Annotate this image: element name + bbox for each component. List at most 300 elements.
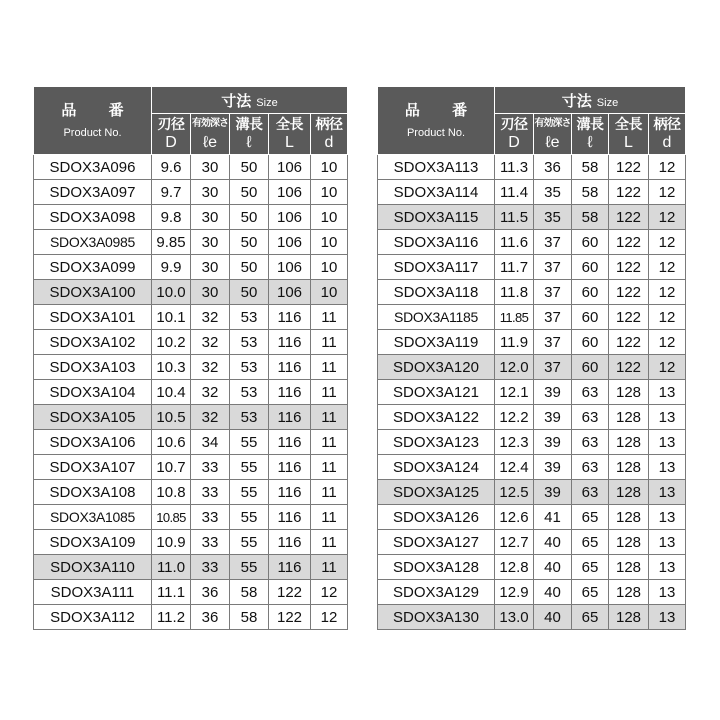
diameter-cell: 9.8 — [152, 205, 191, 230]
overall-length-cell: 116 — [269, 305, 311, 330]
diameter-cell: 11.3 — [495, 155, 534, 180]
effective-depth-cell: 36 — [191, 580, 230, 605]
col-head-jp: 有効深さ — [192, 118, 228, 129]
product-header-jp: 品 番 — [404, 101, 482, 119]
diameter-cell: 10.7 — [152, 455, 191, 480]
table-row — [34, 155, 348, 180]
shank-diameter-cell: 12 — [311, 580, 348, 605]
effective-depth-cell: 33 — [191, 530, 230, 555]
overall-length-cell: 116 — [269, 430, 311, 455]
flute-length-cell: 53 — [230, 405, 269, 430]
effective-depth-cell: 41 — [534, 505, 572, 530]
overall-length-cell: 122 — [609, 255, 649, 280]
shank-diameter-cell: 11 — [311, 480, 348, 505]
product-no-cell: SDOX3A115 — [378, 205, 495, 230]
product-no-cell: SDOX3A109 — [34, 530, 152, 555]
col-head-D — [495, 114, 534, 155]
col-head-le — [191, 114, 230, 155]
overall-length-cell: 122 — [609, 205, 649, 230]
product-no-cell: SDOX3A110 — [34, 555, 152, 580]
overall-length-cell: 128 — [609, 430, 649, 455]
shank-diameter-cell: 11 — [311, 430, 348, 455]
spec-table-body — [378, 155, 686, 630]
flute-length-cell: 60 — [572, 305, 609, 330]
effective-depth-cell: 37 — [534, 230, 572, 255]
shank-diameter-cell: 10 — [311, 180, 348, 205]
product-no-cell: SDOX3A104 — [34, 380, 152, 405]
table-row — [378, 530, 686, 555]
table-row — [34, 205, 348, 230]
product-no-cell: SDOX3A120 — [378, 355, 495, 380]
table-row — [378, 280, 686, 305]
shank-diameter-cell: 13 — [649, 430, 686, 455]
overall-length-cell: 116 — [269, 480, 311, 505]
effective-depth-cell: 30 — [191, 255, 230, 280]
flute-length-cell: 58 — [572, 180, 609, 205]
table-row — [378, 405, 686, 430]
table-row — [34, 555, 348, 580]
effective-depth-cell: 36 — [191, 605, 230, 630]
product-no-cell: SDOX3A121 — [378, 380, 495, 405]
overall-length-cell: 128 — [609, 555, 649, 580]
table-row — [378, 230, 686, 255]
product-no-cell: SDOX3A0985 — [34, 230, 152, 255]
diameter-cell: 11.85 — [495, 305, 534, 330]
table-row — [34, 530, 348, 555]
diameter-cell: 10.6 — [152, 430, 191, 455]
effective-depth-cell: 34 — [191, 430, 230, 455]
shank-diameter-cell: 10 — [311, 155, 348, 180]
col-head-sym: D — [508, 134, 520, 151]
table-row — [378, 455, 686, 480]
table-row — [34, 405, 348, 430]
diameter-cell: 11.9 — [495, 330, 534, 355]
overall-length-cell: 122 — [269, 580, 311, 605]
flute-length-cell: 65 — [572, 530, 609, 555]
effective-depth-cell: 32 — [191, 305, 230, 330]
flute-length-cell: 63 — [572, 455, 609, 480]
flute-length-cell: 53 — [230, 380, 269, 405]
product-no-cell: SDOX3A117 — [378, 255, 495, 280]
table-row — [34, 180, 348, 205]
effective-depth-cell: 30 — [191, 230, 230, 255]
effective-depth-cell: 37 — [534, 280, 572, 305]
col-head-jp: 有効深さ — [534, 118, 571, 129]
shank-diameter-cell: 12 — [649, 205, 686, 230]
col-head-jp: 溝長 — [576, 116, 604, 132]
flute-length-cell: 60 — [572, 280, 609, 305]
flute-length-cell: 58 — [572, 155, 609, 180]
overall-length-cell: 128 — [609, 530, 649, 555]
overall-length-cell: 122 — [609, 280, 649, 305]
effective-depth-cell: 39 — [534, 380, 572, 405]
effective-depth-cell: 32 — [191, 355, 230, 380]
flute-length-cell: 63 — [572, 405, 609, 430]
diameter-cell: 10.0 — [152, 280, 191, 305]
flute-length-cell: 58 — [572, 205, 609, 230]
effective-depth-cell: 32 — [191, 405, 230, 430]
overall-length-cell: 122 — [609, 230, 649, 255]
overall-length-cell: 116 — [269, 380, 311, 405]
product-no-cell: SDOX3A113 — [378, 155, 495, 180]
shank-diameter-cell: 11 — [311, 405, 348, 430]
table-row — [378, 580, 686, 605]
shank-diameter-cell: 11 — [311, 505, 348, 530]
effective-depth-cell: 30 — [191, 180, 230, 205]
diameter-cell: 12.9 — [495, 580, 534, 605]
shank-diameter-cell: 13 — [649, 380, 686, 405]
product-no-cell: SDOX3A111 — [34, 580, 152, 605]
diameter-cell: 12.7 — [495, 530, 534, 555]
shank-diameter-cell: 13 — [649, 405, 686, 430]
flute-length-cell: 58 — [230, 580, 269, 605]
flute-length-cell: 60 — [572, 355, 609, 380]
product-no-cell: SDOX3A122 — [378, 405, 495, 430]
flute-length-cell: 63 — [572, 480, 609, 505]
effective-depth-cell: 39 — [534, 480, 572, 505]
product-no-cell: SDOX3A101 — [34, 305, 152, 330]
col-head-sym: ℓ — [587, 134, 593, 151]
shank-diameter-cell: 13 — [649, 605, 686, 630]
product-no-cell: SDOX3A118 — [378, 280, 495, 305]
flute-length-cell: 60 — [572, 230, 609, 255]
diameter-cell: 10.8 — [152, 480, 191, 505]
product-no-cell: SDOX3A105 — [34, 405, 152, 430]
effective-depth-cell: 30 — [191, 280, 230, 305]
effective-depth-cell: 33 — [191, 455, 230, 480]
effective-depth-cell: 37 — [534, 330, 572, 355]
shank-diameter-cell: 11 — [311, 355, 348, 380]
size-header — [495, 87, 686, 114]
diameter-cell: 13.0 — [495, 605, 534, 630]
diameter-cell: 11.4 — [495, 180, 534, 205]
overall-length-cell: 122 — [269, 605, 311, 630]
col-head-le — [534, 114, 572, 155]
spec-table-right — [377, 86, 686, 630]
table-row — [378, 355, 686, 380]
table-row — [34, 230, 348, 255]
table-row — [378, 505, 686, 530]
col-head-sym: L — [624, 134, 633, 151]
shank-diameter-cell: 12 — [649, 355, 686, 380]
table-row — [34, 355, 348, 380]
diameter-cell: 9.9 — [152, 255, 191, 280]
table-row — [378, 480, 686, 505]
col-head-D — [152, 114, 191, 155]
effective-depth-cell: 40 — [534, 580, 572, 605]
overall-length-cell: 116 — [269, 555, 311, 580]
shank-diameter-cell: 10 — [311, 255, 348, 280]
effective-depth-cell: 37 — [534, 255, 572, 280]
table-row — [34, 380, 348, 405]
overall-length-cell: 116 — [269, 405, 311, 430]
overall-length-cell: 128 — [609, 405, 649, 430]
effective-depth-cell: 37 — [534, 305, 572, 330]
size-header-jp: 寸法 — [561, 92, 592, 110]
diameter-cell: 12.3 — [495, 430, 534, 455]
overall-length-cell: 128 — [609, 380, 649, 405]
product-no-cell: SDOX3A116 — [378, 230, 495, 255]
col-head-d — [649, 114, 686, 155]
overall-length-cell: 106 — [269, 255, 311, 280]
shank-diameter-cell: 13 — [649, 530, 686, 555]
effective-depth-cell: 30 — [191, 155, 230, 180]
table-row — [378, 330, 686, 355]
table-row — [378, 605, 686, 630]
overall-length-cell: 122 — [609, 355, 649, 380]
flute-length-cell: 65 — [572, 605, 609, 630]
product-no-cell: SDOX3A124 — [378, 455, 495, 480]
overall-length-cell: 128 — [609, 455, 649, 480]
table-row — [34, 430, 348, 455]
col-head-jp: 柄径 — [315, 116, 343, 132]
flute-length-cell: 58 — [230, 605, 269, 630]
shank-diameter-cell: 12 — [311, 605, 348, 630]
effective-depth-cell: 35 — [534, 180, 572, 205]
effective-depth-cell: 36 — [534, 155, 572, 180]
overall-length-cell: 116 — [269, 455, 311, 480]
diameter-cell: 10.1 — [152, 305, 191, 330]
shank-diameter-cell: 12 — [649, 330, 686, 355]
diameter-cell: 12.8 — [495, 555, 534, 580]
table-row — [378, 555, 686, 580]
product-no-cell: SDOX3A1085 — [34, 505, 152, 530]
flute-length-cell: 55 — [230, 430, 269, 455]
diameter-cell: 12.6 — [495, 505, 534, 530]
flute-length-cell: 50 — [230, 230, 269, 255]
diameter-cell: 11.2 — [152, 605, 191, 630]
overall-length-cell: 106 — [269, 230, 311, 255]
overall-length-cell: 106 — [269, 155, 311, 180]
product-no-cell: SDOX3A126 — [378, 505, 495, 530]
diameter-cell: 9.85 — [152, 230, 191, 255]
diameter-cell: 11.8 — [495, 280, 534, 305]
product-no-cell: SDOX3A106 — [34, 430, 152, 455]
flute-length-cell: 60 — [572, 330, 609, 355]
product-no-cell: SDOX3A114 — [378, 180, 495, 205]
col-head-sym: ℓe — [545, 134, 560, 151]
overall-length-cell: 122 — [609, 330, 649, 355]
flute-length-cell: 55 — [230, 555, 269, 580]
product-no-cell: SDOX3A128 — [378, 555, 495, 580]
flute-length-cell: 50 — [230, 155, 269, 180]
product-no-cell: SDOX3A107 — [34, 455, 152, 480]
diameter-cell: 10.2 — [152, 330, 191, 355]
overall-length-cell: 128 — [609, 505, 649, 530]
overall-length-cell: 122 — [609, 180, 649, 205]
diameter-cell: 11.0 — [152, 555, 191, 580]
col-head-l — [230, 114, 269, 155]
product-no-cell: SDOX3A100 — [34, 280, 152, 305]
product-no-header — [34, 87, 152, 155]
product-no-cell: SDOX3A099 — [34, 255, 152, 280]
product-no-header — [378, 87, 495, 155]
diameter-cell: 10.9 — [152, 530, 191, 555]
col-head-l — [572, 114, 609, 155]
shank-diameter-cell: 11 — [311, 305, 348, 330]
diameter-cell: 12.0 — [495, 355, 534, 380]
shank-diameter-cell: 12 — [649, 280, 686, 305]
effective-depth-cell: 39 — [534, 455, 572, 480]
shank-diameter-cell: 10 — [311, 230, 348, 255]
diameter-cell: 10.3 — [152, 355, 191, 380]
flute-length-cell: 63 — [572, 380, 609, 405]
flute-length-cell: 53 — [230, 355, 269, 380]
diameter-cell: 11.1 — [152, 580, 191, 605]
table-row — [378, 205, 686, 230]
flute-length-cell: 55 — [230, 455, 269, 480]
table-row — [378, 180, 686, 205]
overall-length-cell: 116 — [269, 330, 311, 355]
diameter-cell: 12.5 — [495, 480, 534, 505]
flute-length-cell: 65 — [572, 555, 609, 580]
product-header-jp: 品 番 — [61, 101, 138, 119]
shank-diameter-cell: 12 — [649, 305, 686, 330]
diameter-cell: 12.2 — [495, 405, 534, 430]
product-no-cell: SDOX3A125 — [378, 480, 495, 505]
flute-length-cell: 65 — [572, 580, 609, 605]
diameter-cell: 10.85 — [152, 505, 191, 530]
product-no-cell: SDOX3A096 — [34, 155, 152, 180]
diameter-cell: 10.5 — [152, 405, 191, 430]
shank-diameter-cell: 13 — [649, 580, 686, 605]
flute-length-cell: 55 — [230, 505, 269, 530]
overall-length-cell: 106 — [269, 205, 311, 230]
table-row — [34, 605, 348, 630]
product-no-cell: SDOX3A102 — [34, 330, 152, 355]
col-head-sym: D — [165, 134, 177, 151]
table-row — [378, 155, 686, 180]
col-head-d — [311, 114, 348, 155]
flute-length-cell: 53 — [230, 305, 269, 330]
product-no-cell: SDOX3A1185 — [378, 305, 495, 330]
effective-depth-cell: 33 — [191, 480, 230, 505]
flute-length-cell: 55 — [230, 480, 269, 505]
diameter-cell: 11.6 — [495, 230, 534, 255]
effective-depth-cell: 40 — [534, 530, 572, 555]
col-head-sym: d — [662, 134, 672, 151]
effective-depth-cell: 40 — [534, 555, 572, 580]
flute-length-cell: 50 — [230, 180, 269, 205]
flute-length-cell: 50 — [230, 205, 269, 230]
col-head-sym: ℓ — [246, 134, 252, 151]
size-header-en: Size — [256, 96, 278, 109]
overall-length-cell: 122 — [609, 155, 649, 180]
effective-depth-cell: 37 — [534, 355, 572, 380]
col-head-L — [269, 114, 311, 155]
product-no-cell: SDOX3A130 — [378, 605, 495, 630]
effective-depth-cell: 39 — [534, 430, 572, 455]
flute-length-cell: 50 — [230, 255, 269, 280]
overall-length-cell: 128 — [609, 580, 649, 605]
shank-diameter-cell: 11 — [311, 380, 348, 405]
diameter-cell: 11.5 — [495, 205, 534, 230]
effective-depth-cell: 39 — [534, 405, 572, 430]
shank-diameter-cell: 11 — [311, 330, 348, 355]
size-header — [152, 87, 348, 114]
overall-length-cell: 122 — [609, 305, 649, 330]
flute-length-cell: 50 — [230, 280, 269, 305]
overall-length-cell: 116 — [269, 355, 311, 380]
product-header-en: Product No. — [406, 126, 466, 139]
effective-depth-cell: 32 — [191, 330, 230, 355]
effective-depth-cell: 33 — [191, 505, 230, 530]
flute-length-cell: 60 — [572, 255, 609, 280]
table-row — [34, 580, 348, 605]
shank-diameter-cell: 13 — [649, 455, 686, 480]
col-head-jp: 全長 — [276, 116, 303, 132]
flute-length-cell: 65 — [572, 505, 609, 530]
product-no-cell: SDOX3A129 — [378, 580, 495, 605]
diameter-cell: 11.7 — [495, 255, 534, 280]
shank-diameter-cell: 12 — [649, 255, 686, 280]
table-row — [34, 455, 348, 480]
table-row — [34, 505, 348, 530]
diameter-cell: 12.1 — [495, 380, 534, 405]
diameter-cell: 9.7 — [152, 180, 191, 205]
shank-diameter-cell: 10 — [311, 205, 348, 230]
overall-length-cell: 128 — [609, 605, 649, 630]
table-row — [34, 305, 348, 330]
product-no-cell: SDOX3A108 — [34, 480, 152, 505]
table-row — [378, 255, 686, 280]
shank-diameter-cell: 13 — [649, 555, 686, 580]
shank-diameter-cell: 10 — [311, 280, 348, 305]
diameter-cell: 10.4 — [152, 380, 191, 405]
flute-length-cell: 53 — [230, 330, 269, 355]
size-header-en: Size — [596, 96, 619, 109]
table-row — [34, 280, 348, 305]
col-head-jp: 柄径 — [653, 116, 681, 132]
col-head-L — [609, 114, 649, 155]
size-header-jp: 寸法 — [221, 92, 252, 110]
col-head-sym: L — [285, 134, 294, 151]
shank-diameter-cell: 11 — [311, 455, 348, 480]
shank-diameter-cell: 11 — [311, 530, 348, 555]
shank-diameter-cell: 11 — [311, 555, 348, 580]
table-row — [378, 430, 686, 455]
effective-depth-cell: 32 — [191, 380, 230, 405]
col-head-jp: 刃径 — [157, 116, 185, 132]
overall-length-cell: 116 — [269, 530, 311, 555]
shank-diameter-cell: 13 — [649, 480, 686, 505]
flute-length-cell: 63 — [572, 430, 609, 455]
product-no-cell: SDOX3A119 — [378, 330, 495, 355]
table-row — [378, 380, 686, 405]
overall-length-cell: 106 — [269, 180, 311, 205]
col-head-sym: d — [324, 134, 334, 151]
table-row — [34, 255, 348, 280]
product-no-cell: SDOX3A127 — [378, 530, 495, 555]
effective-depth-cell: 40 — [534, 605, 572, 630]
effective-depth-cell: 35 — [534, 205, 572, 230]
shank-diameter-cell: 12 — [649, 230, 686, 255]
diameter-cell: 12.4 — [495, 455, 534, 480]
effective-depth-cell: 30 — [191, 205, 230, 230]
col-head-jp: 全長 — [615, 116, 642, 132]
overall-length-cell: 106 — [269, 280, 311, 305]
table-row — [34, 330, 348, 355]
col-head-jp: 溝長 — [235, 116, 263, 132]
shank-diameter-cell: 12 — [649, 155, 686, 180]
product-no-cell: SDOX3A123 — [378, 430, 495, 455]
diameter-cell: 9.6 — [152, 155, 191, 180]
product-no-cell: SDOX3A103 — [34, 355, 152, 380]
product-no-cell: SDOX3A097 — [34, 180, 152, 205]
overall-length-cell: 116 — [269, 505, 311, 530]
product-no-cell: SDOX3A098 — [34, 205, 152, 230]
col-head-sym: ℓe — [202, 134, 218, 151]
